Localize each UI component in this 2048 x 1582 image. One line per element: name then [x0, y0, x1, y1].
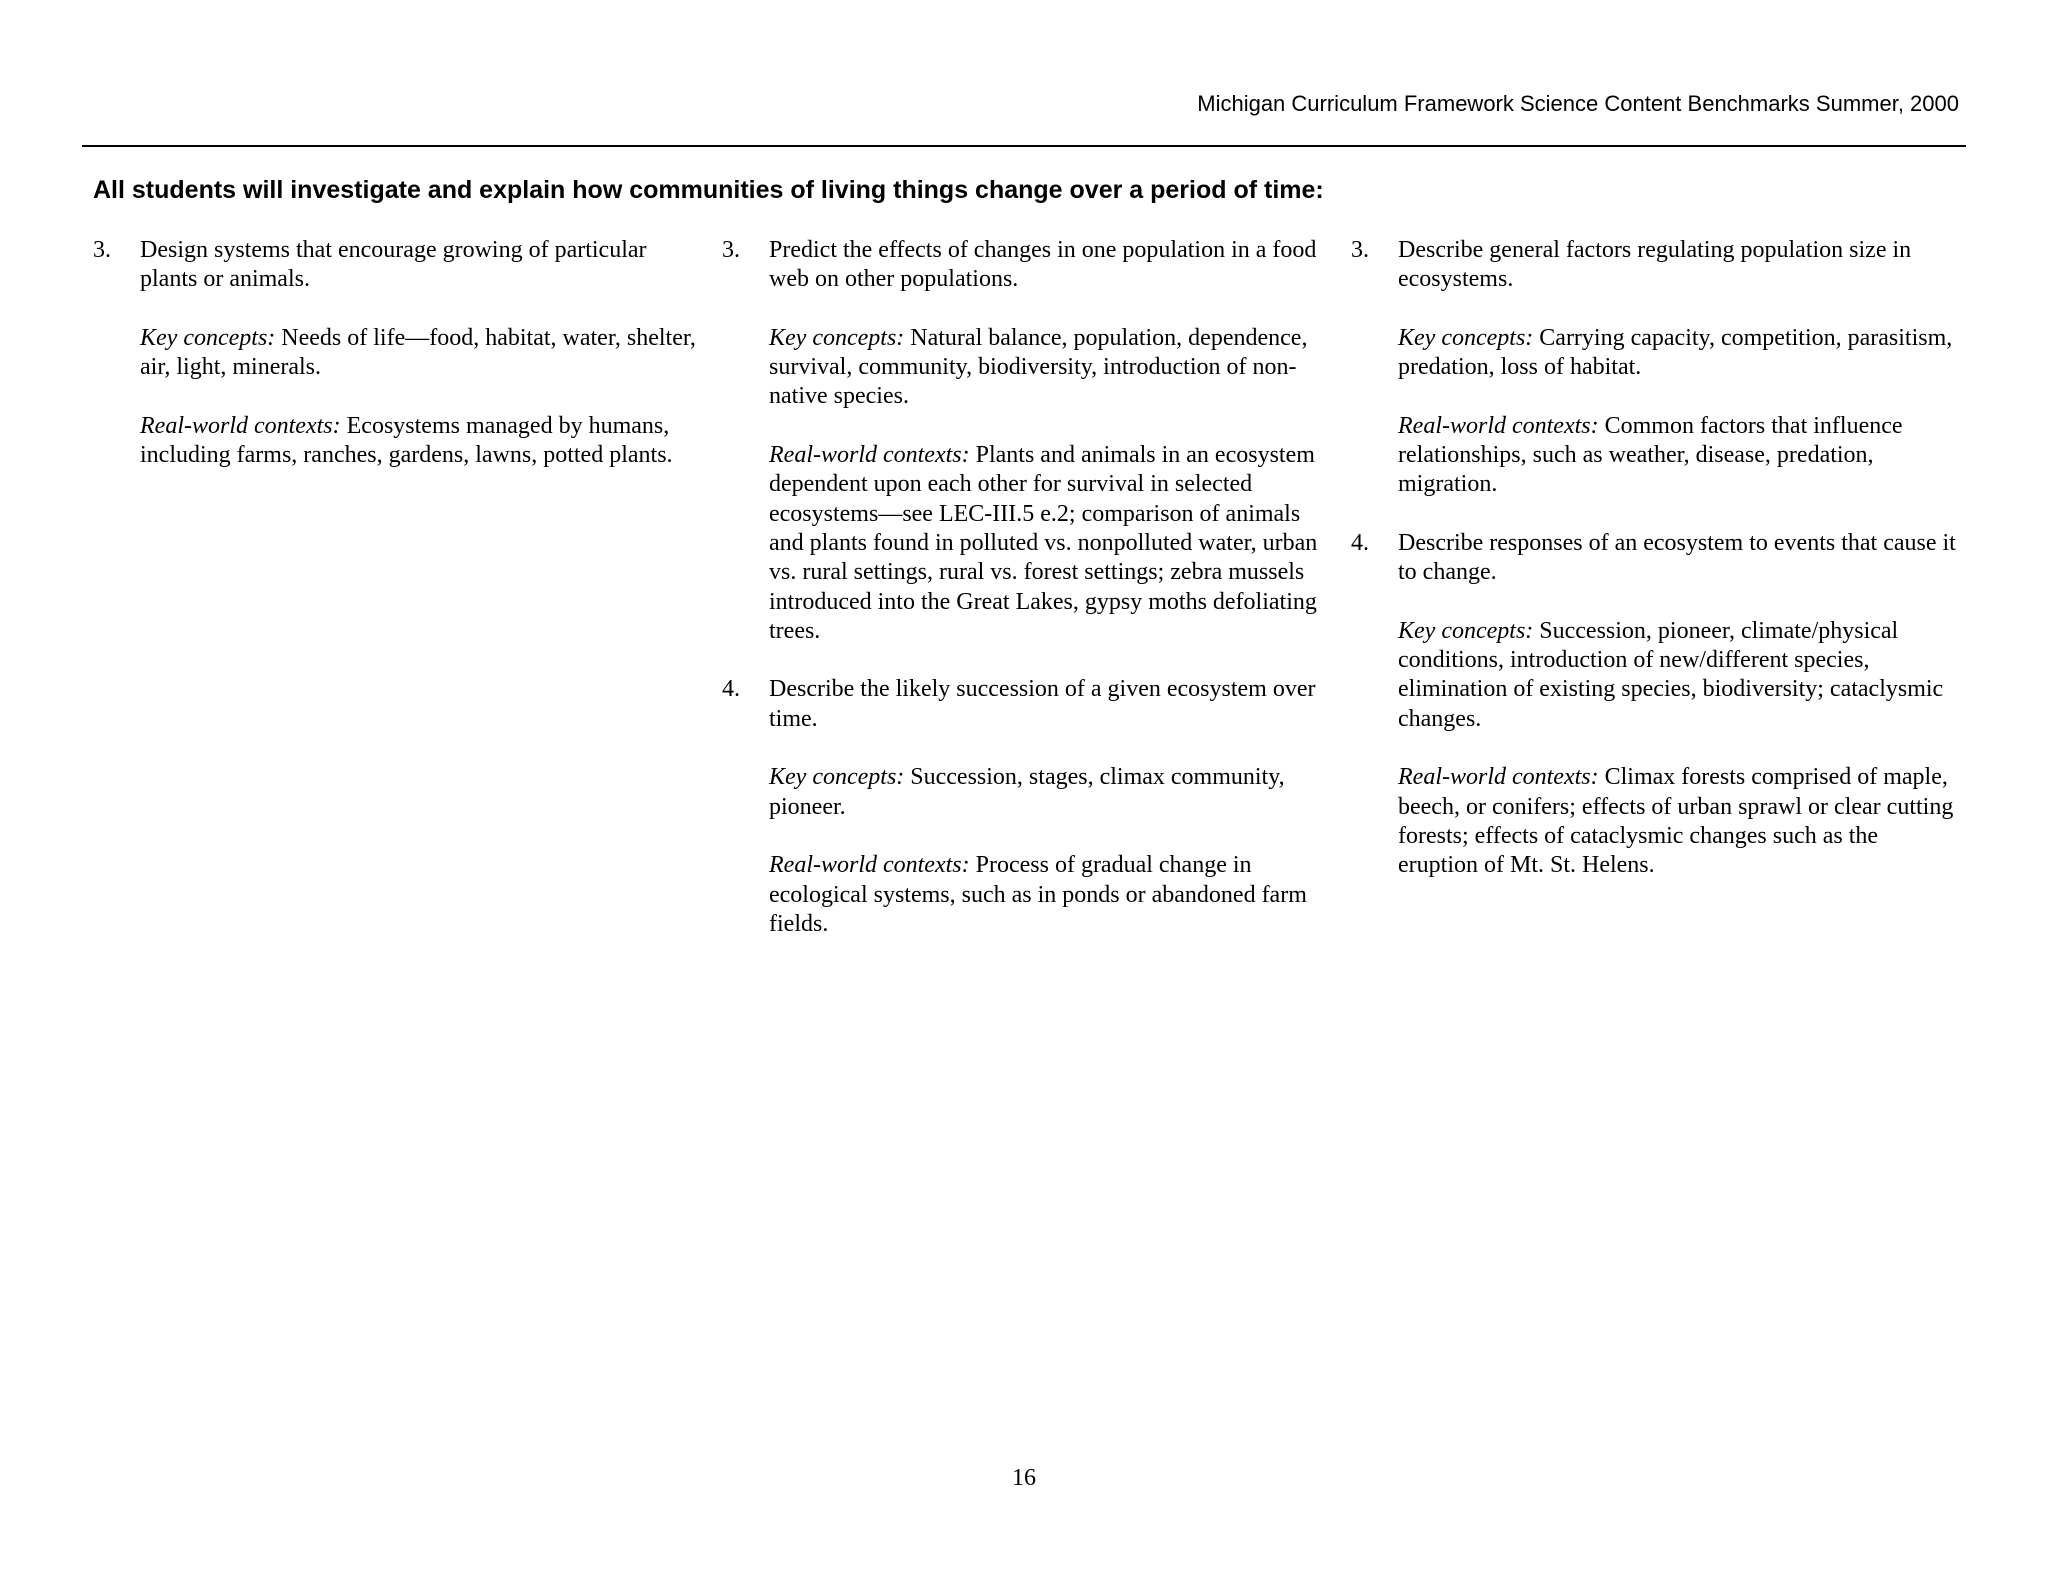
real-world-contexts [769, 851, 1332, 939]
page-number: 16 [1012, 1465, 1036, 1491]
benchmark-column-1 [93, 236, 703, 500]
item-statement: Describe responses of an ecosystem to events that cause it to change. [1398, 529, 1956, 586]
item-number: 4. [1351, 529, 1369, 556]
key-concepts-label: Key concepts: [140, 324, 276, 351]
key-concepts-label: Key concepts: [1398, 617, 1534, 644]
key-concepts-label: Key concepts: [1398, 324, 1534, 351]
real-world-contexts-text: Ecosystems managed by humans, including farms, ranches, gardens, lawns, potted plants. [140, 412, 673, 469]
real-world-contexts-label: Real-world contexts: [769, 442, 970, 469]
item-number: 3. [722, 237, 740, 263]
key-concepts-label: Key concepts: [769, 764, 905, 791]
real-world-contexts-text: Plants and animals in an ecosystem dependent upon each other for survival in selected ecosystems—see LEC-III.5 e.2; comparison of animals and plants found in polluted vs. nonpolluted water, urban vs. rural settings, rural vs. forest settings; zebra mussels introduced into the Great Lakes, gypsy moths defoliating trees. [769, 442, 1318, 644]
key-concepts [769, 763, 1332, 822]
key-concepts-text: Carrying capacity, competition, parasitism, predation, loss of habitat. [1398, 324, 1953, 381]
key-concepts-text: Natural balance, population, dependence, survival, community, biodiversity, introduction of non-native species. [769, 324, 1308, 410]
real-world-contexts-label: Real-world contexts: [769, 852, 970, 879]
key-concepts-text: Succession, pioneer, climate/physical conditions, introduction of new/different species, elimination of existing species, biodiversity; cataclysmic changes. [1398, 617, 1944, 732]
item-statement: Describe general factors regulating population size in ecosystems. [1398, 237, 1912, 293]
key-concepts-text: Needs of life—food, habitat, water, shelter, air, light, minerals. [140, 324, 696, 381]
benchmark-item [722, 675, 1332, 939]
item-number: 3. [1351, 237, 1369, 263]
section-heading: All students will investigate and explain how communities of living things change over a period of time: [93, 176, 1324, 204]
real-world-contexts-label: Real-world contexts: [1398, 764, 1599, 791]
document-header-title: Michigan Curriculum Framework Science Content Benchmarks Summer, 2000 [1197, 91, 1959, 116]
benchmark-item [93, 236, 703, 470]
benchmark-item [1351, 236, 1961, 500]
real-world-contexts-label: Real-world contexts: [140, 412, 341, 439]
key-concepts [769, 324, 1332, 412]
benchmark-item [722, 236, 1332, 646]
item-statement: Describe the likely succession of a given ecosystem over time. [769, 676, 1316, 732]
real-world-contexts-text: Process of gradual change in ecological systems, such as in ponds or abandoned farm fields. [769, 852, 1307, 937]
key-concepts-text: Succession, stages, climax community, pioneer. [769, 764, 1285, 820]
real-world-contexts-text: Common factors that influence relationships, such as weather, disease, predation, migration. [1398, 412, 1903, 498]
key-concepts [140, 324, 703, 383]
item-number: 3. [93, 237, 111, 263]
item-statement: Predict the effects of changes in one population in a food web on other populations. [769, 237, 1317, 293]
real-world-contexts [769, 441, 1332, 646]
benchmark-column-2 [722, 236, 1332, 968]
key-concepts [1398, 617, 1961, 734]
item-statement: Design systems that encourage growing of particular plants or animals. [140, 237, 647, 293]
real-world-contexts [140, 412, 703, 471]
real-world-contexts [1398, 763, 1961, 880]
header-divider [82, 145, 1966, 147]
key-concepts-label: Key concepts: [769, 324, 905, 351]
benchmark-item [1351, 529, 1961, 881]
benchmark-column-3 [1351, 236, 1961, 910]
real-world-contexts-label: Real-world contexts: [1398, 412, 1599, 439]
item-number: 4. [722, 676, 740, 703]
key-concepts [1398, 324, 1961, 383]
real-world-contexts-text: Climax forests comprised of maple, beech, or conifers; effects of urban sprawl or clear cutting forests; effects of cataclysmic changes such as the eruption of Mt. St. Helens. [1398, 764, 1954, 879]
real-world-contexts [1398, 412, 1961, 500]
